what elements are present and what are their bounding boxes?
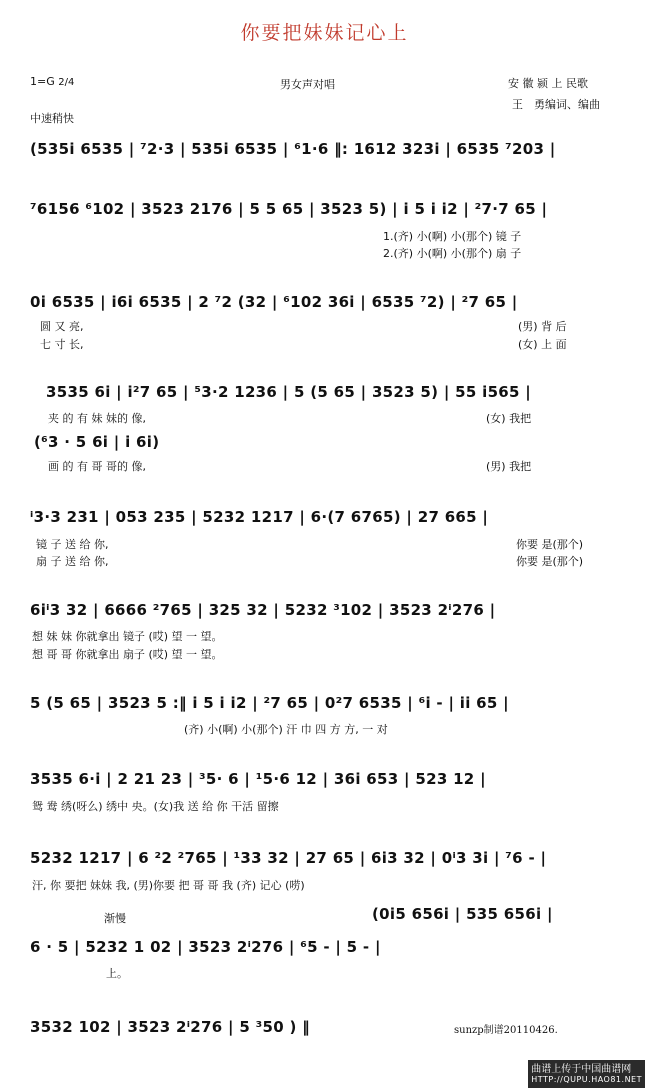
score-row-1: (535i 6535 | ⁷2·3 | 535i 6535 | ⁶1·6 ‖: 1612 323i | 6535 ⁷203 |	[30, 140, 556, 158]
lyric-row-4: 夹 的 有 妹 妹的 像,	[48, 412, 146, 425]
score-row-6: ⁱ3·3 231 | 053 235 | 5232 1217 | 6·(7 6765) | 27 665 |	[30, 508, 489, 526]
score-row-2: ⁷6156 ⁶102 | 3523 2176 | 5 5 65 | 3523 5) | i 5 i i2 | ²7·7 65 |	[30, 200, 548, 218]
song-title: 你要把妹妹记心上	[240, 22, 409, 44]
lyric-row-7-verse-2: 想 哥 哥 你就拿出 扇子 (哎) 望 一 望。	[32, 648, 223, 661]
lyric-row-3-right-1: (男) 背 后	[518, 320, 567, 333]
score-row-11: (0i5 656i | 535 656i |	[372, 905, 553, 923]
lyric-row-4-right: (女) 我把	[486, 412, 532, 425]
site-watermark	[528, 1060, 645, 1088]
score-row-9: 3535 6·i | 2 21 23 | ³5· 6 | ¹5·6 12 | 36i 653 | 523 12 |	[30, 770, 486, 788]
score-row-7: 6iⁱ3 32 | 6666 ²765 | 325 32 | 5232 ³102 | 3523 2ⁱ276 |	[30, 601, 496, 619]
key-signature	[30, 75, 74, 88]
lyric-row-10: 汗, 你 要把 妹妹 我, (男)你要 把 哥 哥 我 (齐) 记心 (唠)	[32, 879, 305, 892]
lyric-row-3-verse-1: 圆 又 亮,	[40, 320, 84, 333]
lyric-row-2-verse-1: 1.(齐) 小(啊) 小(那个) 镜 子	[383, 230, 522, 243]
tempo-marking: 中速稍快	[30, 112, 74, 125]
score-row-3: 0i 6535 | i6i 6535 | 2 ⁷2 (32 | ⁶102 36i | 6535 ⁷2) | ²7 65 |	[30, 293, 518, 311]
lyric-row-6-right-1: 你要 是(那个)	[516, 538, 584, 551]
tempo-rit-label: 渐慢	[104, 912, 126, 925]
score-row-13: 3532 102 | 3523 2ⁱ276 | 5 ³50 ) ‖	[30, 1018, 310, 1036]
site-url: HTTP://QUPU.HAO81.NET	[531, 1075, 642, 1084]
lyric-row-7-verse-1: 想 妹 妹 你就拿出 镜子 (哎) 望 一 望。	[32, 630, 223, 643]
song-origin: 安 徽 颍 上 民歌	[508, 77, 588, 90]
lyric-row-5: 画 的 有 哥 哥的 像,	[48, 460, 146, 473]
lyric-row-6-verse-2: 扇 子 送 给 你,	[36, 555, 109, 568]
lyric-row-3-verse-2: 七 寸 长,	[40, 338, 84, 351]
time-signature: 2/4	[58, 77, 75, 88]
score-row-12: 6 · 5 | 5232 1 02 | 3523 2ⁱ276 | ⁶5 - | 5 - |	[30, 938, 381, 956]
lyric-row-12: 上。	[106, 967, 128, 980]
lyric-row-6-right-2: 你要 是(那个)	[516, 555, 584, 568]
lyric-row-2-verse-2: 2.(齐) 小(啊) 小(那个) 扇 子	[383, 247, 522, 260]
score-row-8: 5 (5 65 | 3523 5 :‖ i 5 i i2 | ²7 65 | 0²7 6535 | ⁶i - | ii 65 |	[30, 694, 509, 712]
lyric-row-8: (齐) 小(啊) 小(那个) 汗 巾 四 方 方, 一 对	[184, 723, 388, 736]
site-name: 曲谱上传于中国曲谱网	[531, 1064, 632, 1075]
lyric-row-6-verse-1: 镜 子 送 给 你,	[36, 538, 109, 551]
performance-style: 男女声对唱	[280, 78, 335, 91]
lyric-row-5-right: (男) 我把	[486, 460, 532, 473]
transcriber-credit: sunzp制谱20110426.	[454, 1025, 558, 1036]
lyric-row-9: 鸳 鸯 绣(呀么) 绣中 央。(女)我 送 给 你 干活 留擦	[32, 800, 279, 813]
score-row-4: 3535 6i | i²7 65 | ⁵3·2 1236 | 5 (5 65 | 3523 5) | 55 i565 |	[46, 383, 532, 401]
arranger: 王 勇编词、编曲	[512, 98, 600, 111]
score-row-5: (⁶3 · 5 6i | i 6i)	[34, 433, 160, 451]
key-label: 1=G	[30, 75, 55, 88]
lyric-row-3-right-2: (女) 上 面	[518, 338, 567, 351]
score-row-10: 5232 1217 | 6 ²2 ²765 | ¹33 32 | 27 65 | 6i3 32 | 0ⁱ3 3i | ⁷6 - |	[30, 849, 547, 867]
